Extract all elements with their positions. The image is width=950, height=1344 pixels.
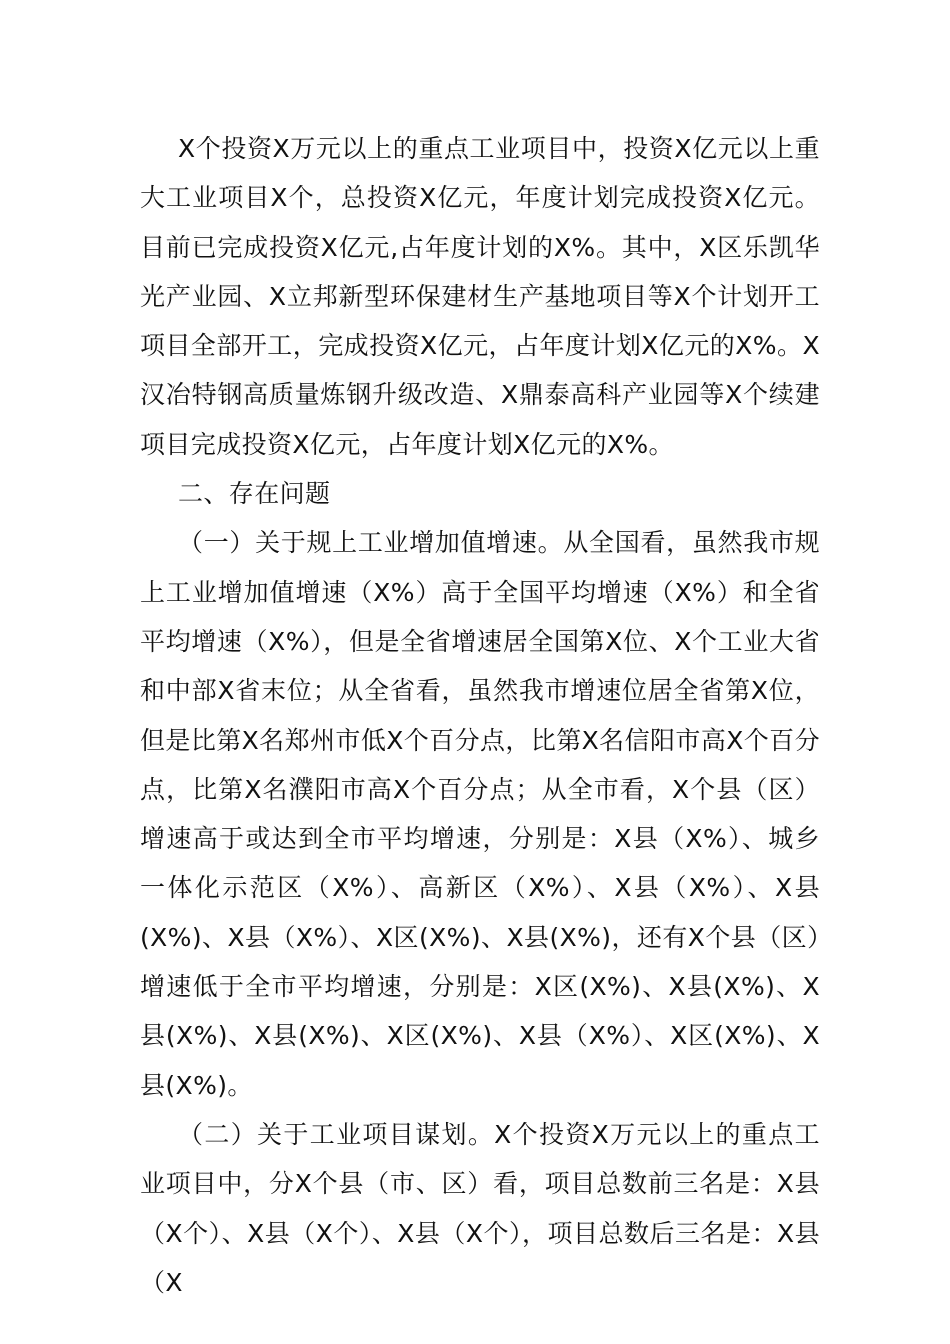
paragraph-industrial-growth-rate: （一）关于规上工业增加值增速。从全国看，虽然我市规上工业增加值增速（X%）高于全国平均增速（X%）和全省平均增速（X%），但是全省增速居全国第X位、X个工业大省和中部X省末位；从全省看，虽然我市增速位居全省第X位，但是比第X名郑州市低X个百分点，比第X名信阳市高X个百分点，比第X名濮阳市高X个百分点；从全市看，X个县（区）增速高于或达到全市平均增速，分别是：X县（X%）、城乡一体化示范区（X%）、高新区（X%）、X县（X%）、X县(X%)、X县（X%）、X区(X%)、X县(X%)，还有X个县（区）增速低于全市平均增速，分别是：X区(X%)、X县(X%)、X县(X%)、X县(X%)、X区(X%)、X县（X%）、X区(X%)、X县(X%)。 <box>140 528 820 1100</box>
paragraph-investment-progress: X个投资X万元以上的重点工业项目中，投资X亿元以上重大工业项目X个，总投资X亿元，年度计划完成投资X亿元。目前已完成投资X亿元,占年度计划的X%。其中，X区乐凯华光产业园、X立邦新型环保建材生产基地项目等X个计划开工项目全部开工，完成投资X亿元，占年度计划X亿元的X%。X汉冶特钢高质量炼钢升级改造、X鼎泰高科产业园等X个续建项目完成投资X亿元，占年度计划X亿元的X%。 <box>140 134 820 459</box>
section-heading-existing-problems: 二、存在问题 <box>178 479 331 509</box>
paragraph-industrial-project-planning: （二）关于工业项目谋划。X个投资X万元以上的重点工业项目中，分X个县（市、区）看，项目总数前三名是：X县（X个）、X县（X个）、X县（X个），项目总数后三名是：X县（X <box>140 1119 820 1297</box>
document-body <box>140 124 820 1307</box>
